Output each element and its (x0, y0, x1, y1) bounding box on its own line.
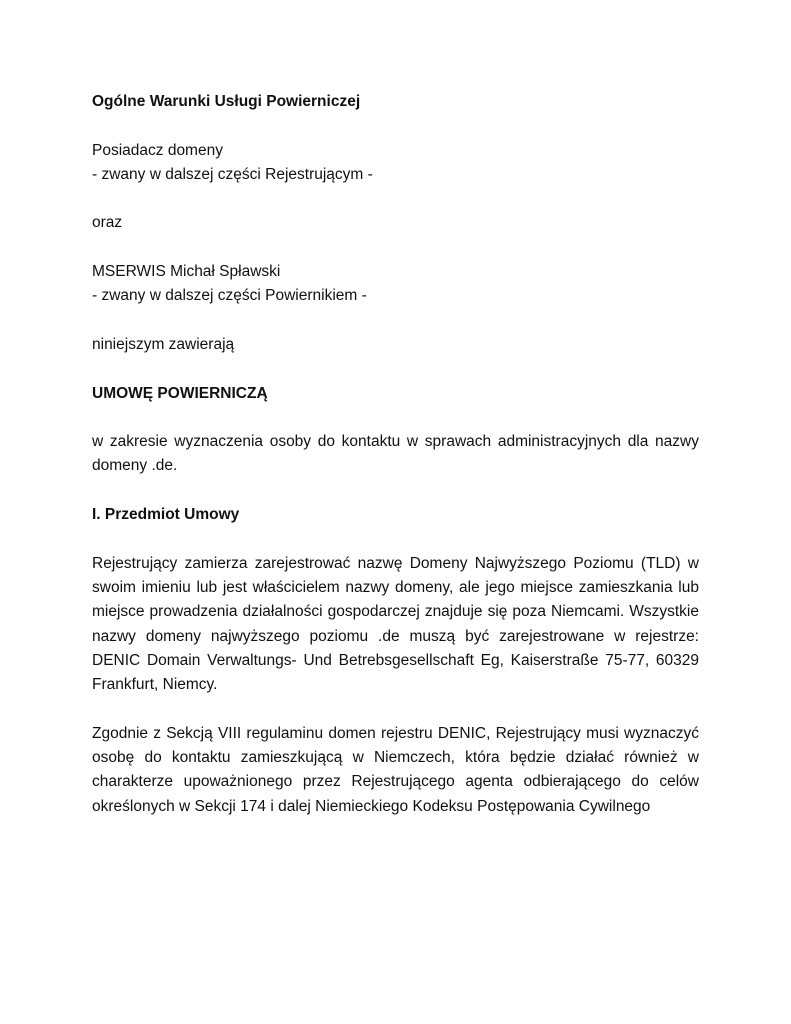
agreement-title: UMOWĘ POWIERNICZĄ (92, 384, 268, 402)
party2-block (92, 260, 699, 309)
section1-heading: I. Przedmiot Umowy (92, 506, 240, 524)
party1-block (92, 139, 699, 188)
scope-paragraph: w zakresie wyznaczenia osoby do kontaktu w sprawach administracyjnych dla nazwy domeny .de. (92, 433, 699, 475)
party1-name: Posiadacz domeny (92, 141, 223, 159)
document-title: Ogólne Warunki Usługi Powierniczej (92, 93, 361, 110)
agreement-phrase: niniejszym zawierają (92, 335, 235, 353)
party1-alias: - zwany w dalszej części Rejestrującym - (92, 165, 373, 183)
section1-paragraph-2: Zgodnie z Sekcją VIII regulaminu domen rejestru DENIC, Rejestrujący musi wyznaczyć osobę do kontaktu zamieszkującą w Niemczech, która będzie działać również w charakterze upoważnionego przez Rejestrującego agenta odbierającego do celów określonych w Sekcji 174 i dalej Niemieckiego Kodeksu Postępowania Cywilnego (92, 724, 699, 815)
party2-name: MSERWIS Michał Spławski (92, 263, 281, 281)
conjunction: oraz (92, 214, 123, 232)
party2-alias: - zwany w dalszej części Powiernikiem - (92, 287, 367, 305)
document-page (92, 90, 699, 819)
section1-paragraph-1: Rejestrujący zamierza zarejestrować nazwę Domeny Najwyższego Poziomu (TLD) w swoim imieniu lub jest właścicielem nazwy domeny, ale jego miejsce zamieszkania lub miejsce prowadzenia działalności gospodarczej znajduje się poza Niemcami. Wszystkie nazwy domeny najwyższego poziomu .de muszą być zarejestrowane w rejestrze: DENIC Domain Verwaltungs- Und Betrebsgesellschaft Eg, Kaiserstraße 75-77, 60329 Frankfurt, Niemcy. (92, 554, 699, 694)
